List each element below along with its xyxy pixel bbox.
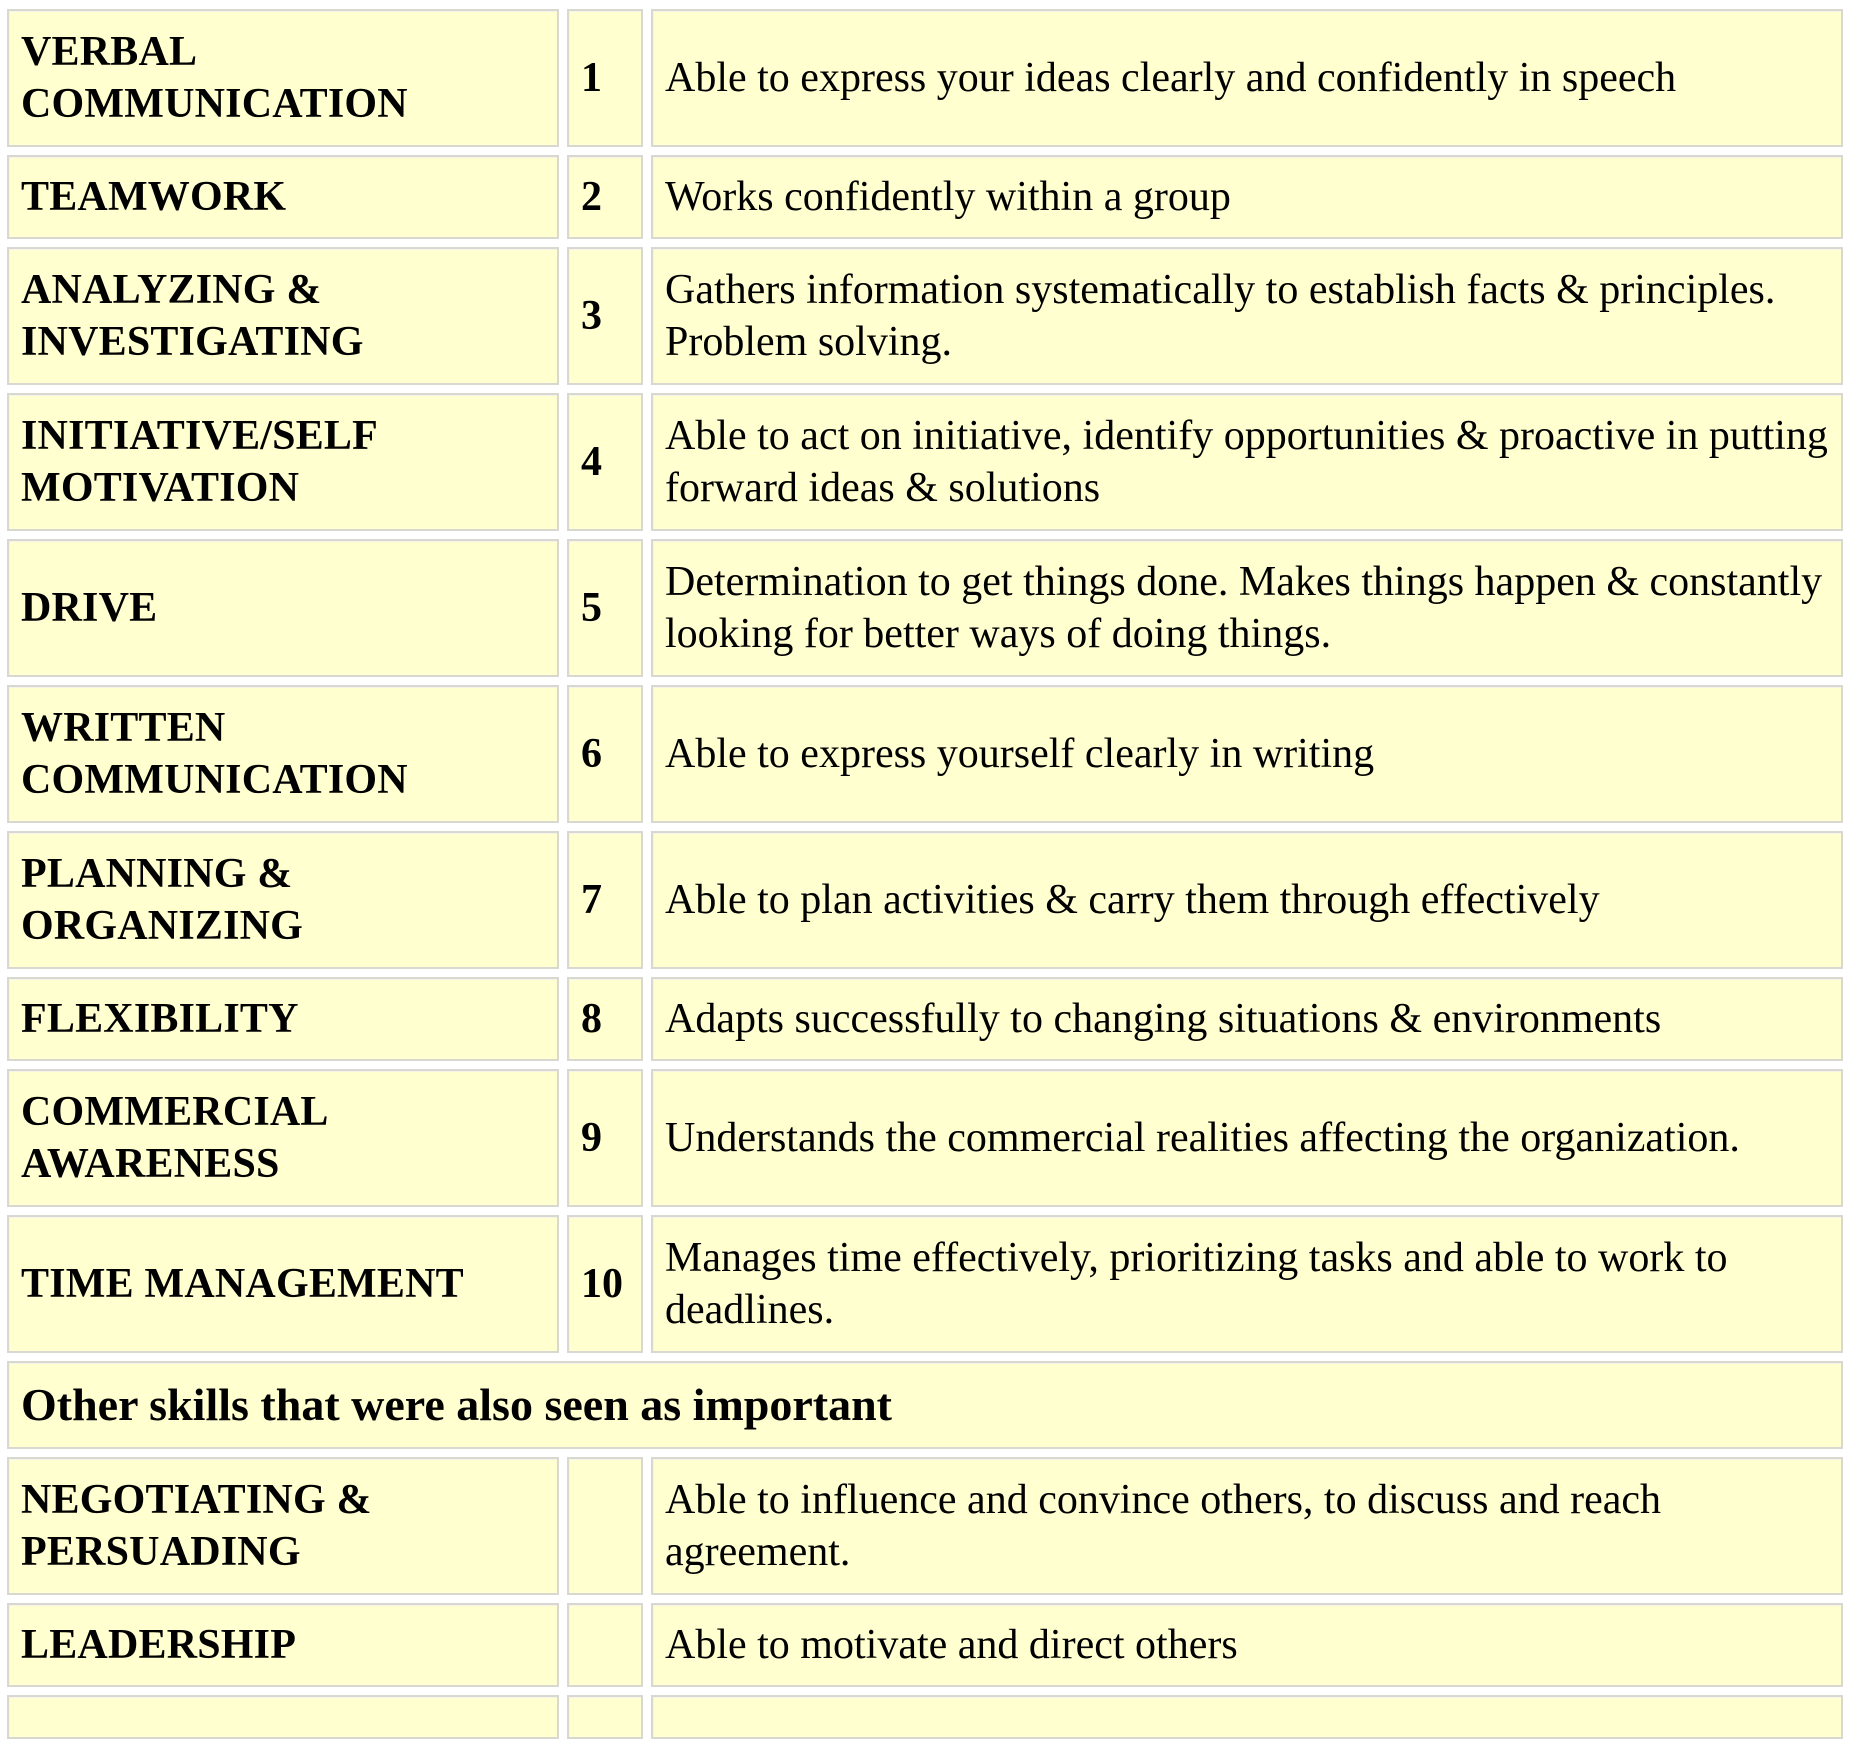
table-row xyxy=(7,539,1843,677)
skill-description: Determination to get things done. Makes things happen & constantly looking for better ways of doing things. xyxy=(651,539,1843,677)
section-row xyxy=(7,1361,1843,1449)
skill-description: Able to express yourself clearly in writing xyxy=(651,685,1843,823)
skill-name: FLEXIBILITY xyxy=(7,977,559,1061)
empty-cell xyxy=(7,1695,559,1739)
skill-description: Manages time effectively, prioritizing tasks and able to work to deadlines. xyxy=(651,1215,1843,1353)
skill-rank: 4 xyxy=(567,393,643,531)
skill-rank: 6 xyxy=(567,685,643,823)
skill-rank: 2 xyxy=(567,155,643,239)
skill-name: VERBAL COMMUNICATION xyxy=(7,9,559,147)
section-heading: Other skills that were also seen as important xyxy=(7,1361,1843,1449)
table-row xyxy=(7,1457,1843,1595)
table-row xyxy=(7,1603,1843,1687)
skill-description: Gathers information systematically to establish facts & principles. Problem solving. xyxy=(651,247,1843,385)
skill-name: ANALYZING & INVESTIGATING xyxy=(7,247,559,385)
skill-name: INITIATIVE/SELF MOTIVATION xyxy=(7,393,559,531)
skill-name: COMMERCIAL AWARENESS xyxy=(7,1069,559,1207)
skill-description: Able to motivate and direct others xyxy=(651,1603,1843,1687)
skills-table xyxy=(0,1,1851,1747)
skill-rank: 9 xyxy=(567,1069,643,1207)
skill-name: LEADERSHIP xyxy=(7,1603,559,1687)
skill-description: Works confidently within a group xyxy=(651,155,1843,239)
skill-name: PLANNING & ORGANIZING xyxy=(7,831,559,969)
table-row xyxy=(7,155,1843,239)
empty-cell xyxy=(567,1695,643,1739)
table-row xyxy=(7,977,1843,1061)
table-row xyxy=(7,1215,1843,1353)
table-row xyxy=(7,831,1843,969)
skill-description: Adapts successfully to changing situations & environments xyxy=(651,977,1843,1061)
table-row xyxy=(7,9,1843,147)
skill-rank: 10 xyxy=(567,1215,643,1353)
skills-page xyxy=(7,9,1862,1747)
skill-rank xyxy=(567,1603,643,1687)
skill-name: TEAMWORK xyxy=(7,155,559,239)
skill-description: Able to express your ideas clearly and confidently in speech xyxy=(651,9,1843,147)
skill-description: Able to plan activities & carry them through effectively xyxy=(651,831,1843,969)
skill-description: Understands the commercial realities affecting the organization. xyxy=(651,1069,1843,1207)
table-row xyxy=(7,247,1843,385)
skill-name: DRIVE xyxy=(7,539,559,677)
table-row xyxy=(7,685,1843,823)
skill-rank xyxy=(567,1457,643,1595)
skill-rank: 8 xyxy=(567,977,643,1061)
skill-rank: 1 xyxy=(567,9,643,147)
skill-description: Able to act on initiative, identify opportunities & proactive in putting forward ideas & solutions xyxy=(651,393,1843,531)
skill-description: Able to influence and convince others, to discuss and reach agreement. xyxy=(651,1457,1843,1595)
skill-rank: 5 xyxy=(567,539,643,677)
table-row xyxy=(7,1069,1843,1207)
skill-name: NEGOTIATING & PERSUADING xyxy=(7,1457,559,1595)
skill-rank: 7 xyxy=(567,831,643,969)
table-row-partial xyxy=(7,1695,1843,1739)
table-row xyxy=(7,393,1843,531)
skill-rank: 3 xyxy=(567,247,643,385)
skill-name: WRITTEN COMMUNICATION xyxy=(7,685,559,823)
empty-cell xyxy=(651,1695,1843,1739)
skill-name: TIME MANAGEMENT xyxy=(7,1215,559,1353)
